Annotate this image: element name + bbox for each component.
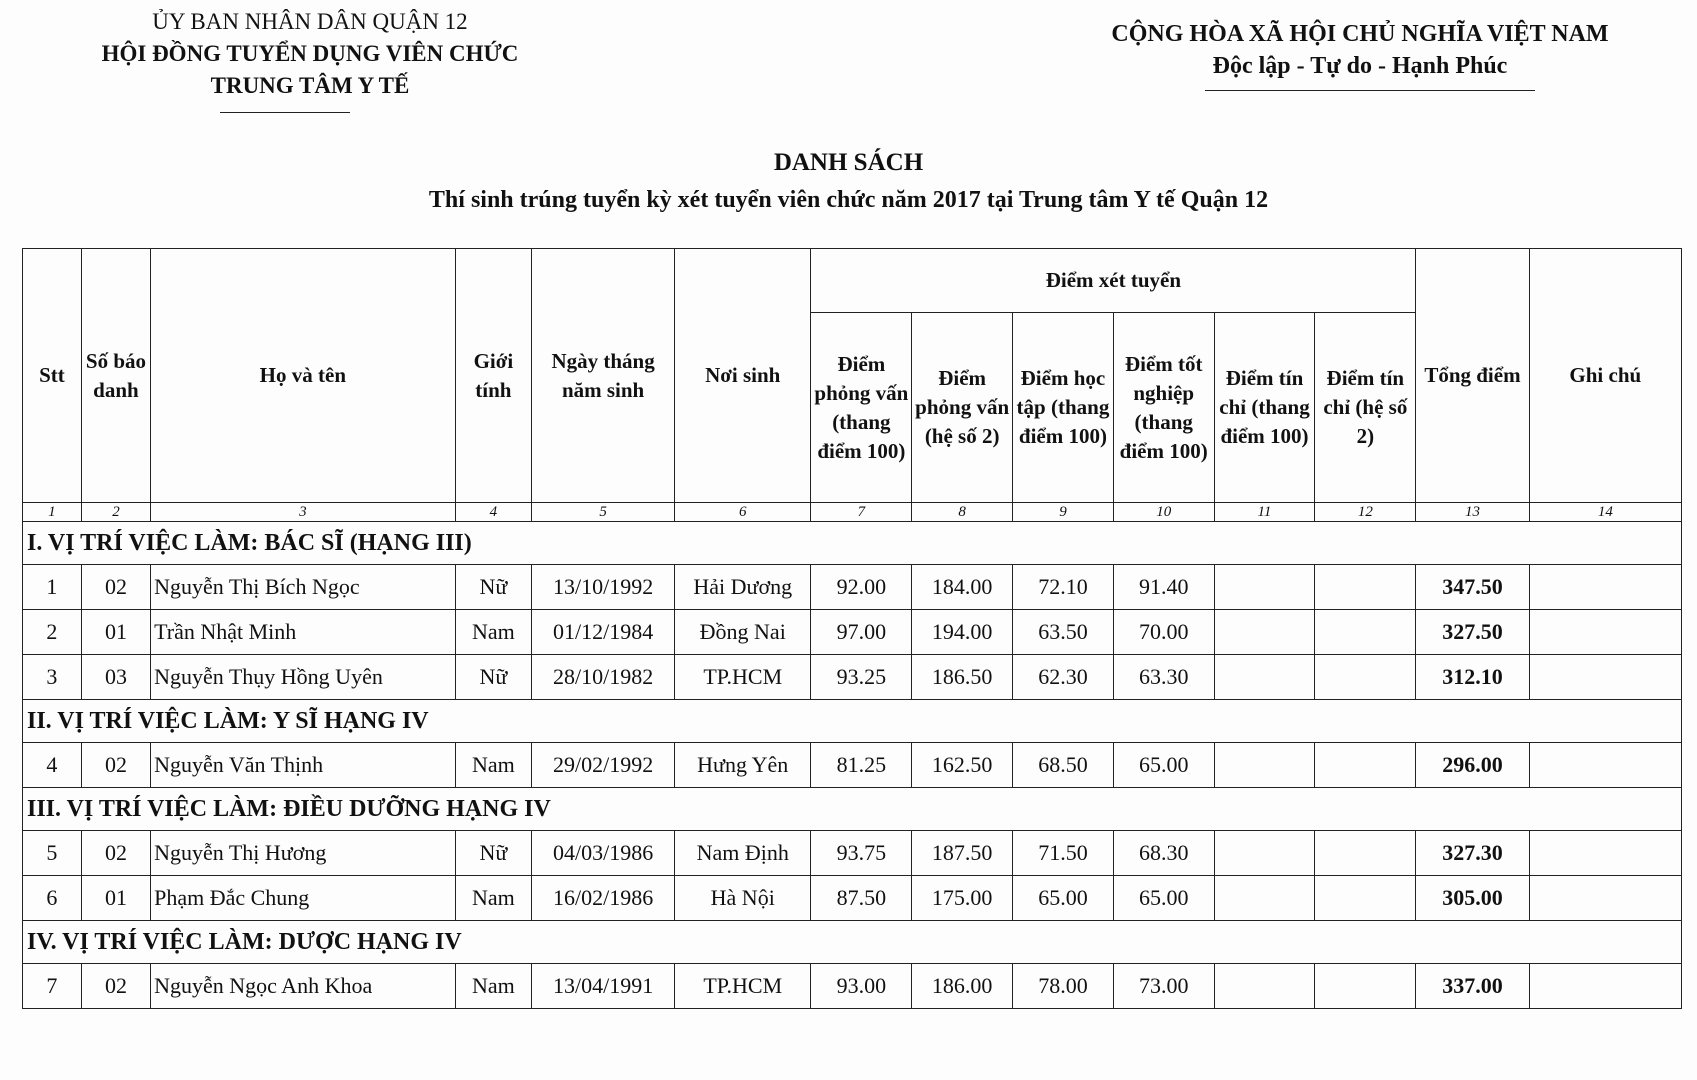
col-header-name: Họ và tên bbox=[151, 249, 455, 503]
col-header-birthplace: Nơi sinh bbox=[675, 249, 811, 503]
table-row bbox=[23, 831, 1682, 876]
row-study-score: 68.50 bbox=[1013, 743, 1114, 788]
col-number: 10 bbox=[1113, 503, 1214, 522]
col-header-credit-x2: Điểm tín chỉ (hệ số 2) bbox=[1315, 313, 1416, 503]
row-note bbox=[1529, 610, 1681, 655]
table-row bbox=[23, 655, 1682, 700]
document-title: DANH SÁCH bbox=[773, 149, 924, 176]
col-header-study: Điểm học tập (thang điểm 100) bbox=[1013, 313, 1114, 503]
row-sbd: 02 bbox=[81, 831, 150, 876]
row-full-name: Trần Nhật Minh bbox=[151, 610, 455, 655]
col-number: 12 bbox=[1315, 503, 1416, 522]
row-dob: 13/04/1991 bbox=[532, 964, 675, 1009]
row-gender: Nam bbox=[455, 876, 532, 921]
row-stt: 2 bbox=[23, 610, 82, 655]
row-dob: 01/12/1984 bbox=[532, 610, 675, 655]
column-number-row bbox=[23, 503, 1682, 522]
col-number: 8 bbox=[912, 503, 1013, 522]
row-interview-x2-score: 162.50 bbox=[912, 743, 1013, 788]
row-sbd: 03 bbox=[81, 655, 150, 700]
row-note bbox=[1529, 876, 1681, 921]
section-title: III. VỊ TRÍ VIỆC LÀM: ĐIỀU DƯỠNG HẠNG IV bbox=[23, 788, 1682, 831]
row-interview-x2-score: 194.00 bbox=[912, 610, 1013, 655]
agency-underline bbox=[220, 112, 350, 113]
col-number: 11 bbox=[1214, 503, 1315, 522]
row-full-name: Nguyễn Thụy Hồng Uyên bbox=[151, 655, 455, 700]
row-interview-score: 93.75 bbox=[811, 831, 912, 876]
col-number: 7 bbox=[811, 503, 912, 522]
row-gender: Nam bbox=[455, 743, 532, 788]
row-birthplace: TP.HCM bbox=[675, 655, 811, 700]
row-sbd: 01 bbox=[81, 610, 150, 655]
row-total-score: 327.30 bbox=[1416, 831, 1529, 876]
col-header-dob: Ngày tháng năm sinh bbox=[532, 249, 675, 503]
row-credit-score bbox=[1214, 610, 1315, 655]
row-credit-x2-score bbox=[1315, 655, 1416, 700]
section-title: II. VỊ TRÍ VIỆC LÀM: Y SĨ HẠNG IV bbox=[23, 700, 1682, 743]
section-header-row bbox=[23, 788, 1682, 831]
col-number: 3 bbox=[151, 503, 455, 522]
row-full-name: Phạm Đắc Chung bbox=[151, 876, 455, 921]
row-sbd: 02 bbox=[81, 964, 150, 1009]
row-total-score: 347.50 bbox=[1416, 565, 1529, 610]
col-number: 1 bbox=[23, 503, 82, 522]
row-graduation-score: 73.00 bbox=[1113, 964, 1214, 1009]
col-number: 6 bbox=[675, 503, 811, 522]
col-number: 14 bbox=[1529, 503, 1681, 522]
row-birthplace: Hưng Yên bbox=[675, 743, 811, 788]
row-interview-x2-score: 175.00 bbox=[912, 876, 1013, 921]
table-row bbox=[23, 610, 1682, 655]
row-interview-x2-score: 186.50 bbox=[912, 655, 1013, 700]
row-graduation-score: 70.00 bbox=[1113, 610, 1214, 655]
col-header-credit: Điểm tín chỉ (thang điểm 100) bbox=[1214, 313, 1315, 503]
row-study-score: 78.00 bbox=[1013, 964, 1114, 1009]
national-motto: Độc lập - Tự do - Hạnh Phúc bbox=[1212, 53, 1508, 79]
col-header-score-group: Điểm xét tuyển bbox=[811, 249, 1416, 313]
row-birthplace: TP.HCM bbox=[675, 964, 811, 1009]
row-gender: Nữ bbox=[455, 565, 532, 610]
row-credit-x2-score bbox=[1315, 831, 1416, 876]
col-header-stt: Stt bbox=[23, 249, 82, 503]
row-gender: Nữ bbox=[455, 831, 532, 876]
row-note bbox=[1529, 655, 1681, 700]
section-header-row bbox=[23, 921, 1682, 964]
row-dob: 13/10/1992 bbox=[532, 565, 675, 610]
row-total-score: 337.00 bbox=[1416, 964, 1529, 1009]
results-table bbox=[22, 248, 1682, 1009]
agency-line-1: ỦY BAN NHÂN DÂN QUẬN 12 bbox=[152, 9, 468, 34]
row-study-score: 65.00 bbox=[1013, 876, 1114, 921]
document-subtitle: Thí sinh trúng tuyển kỳ xét tuyển viên chức năm 2017 tại Trung tâm Y tế Quận 12 bbox=[428, 187, 1269, 213]
row-dob: 16/02/1986 bbox=[532, 876, 675, 921]
row-stt: 5 bbox=[23, 831, 82, 876]
row-interview-score: 81.25 bbox=[811, 743, 912, 788]
row-interview-score: 93.25 bbox=[811, 655, 912, 700]
row-note bbox=[1529, 565, 1681, 610]
row-study-score: 72.10 bbox=[1013, 565, 1114, 610]
row-study-score: 71.50 bbox=[1013, 831, 1114, 876]
row-credit-score bbox=[1214, 655, 1315, 700]
section-header-row bbox=[23, 522, 1682, 565]
row-credit-score bbox=[1214, 743, 1315, 788]
agency-line-3: TRUNG TÂM Y TẾ bbox=[210, 73, 410, 98]
section-title: IV. VỊ TRÍ VIỆC LÀM: DƯỢC HẠNG IV bbox=[23, 921, 1682, 964]
row-note bbox=[1529, 743, 1681, 788]
row-birthplace: Hải Dương bbox=[675, 565, 811, 610]
row-full-name: Nguyễn Ngọc Anh Khoa bbox=[151, 964, 455, 1009]
row-stt: 4 bbox=[23, 743, 82, 788]
row-credit-x2-score bbox=[1315, 743, 1416, 788]
row-note bbox=[1529, 964, 1681, 1009]
row-sbd: 02 bbox=[81, 743, 150, 788]
col-header-interview-x2: Điểm phỏng vấn (hệ số 2) bbox=[912, 313, 1013, 503]
row-gender: Nam bbox=[455, 610, 532, 655]
row-credit-x2-score bbox=[1315, 565, 1416, 610]
document-title-block bbox=[0, 145, 1697, 219]
row-interview-score: 87.50 bbox=[811, 876, 912, 921]
row-dob: 29/02/1992 bbox=[532, 743, 675, 788]
col-header-graduation: Điểm tốt nghiệp (thang điểm 100) bbox=[1113, 313, 1214, 503]
row-graduation-score: 65.00 bbox=[1113, 743, 1214, 788]
row-stt: 6 bbox=[23, 876, 82, 921]
row-gender: Nam bbox=[455, 964, 532, 1009]
row-birthplace: Đồng Nai bbox=[675, 610, 811, 655]
row-birthplace: Nam Định bbox=[675, 831, 811, 876]
table-row bbox=[23, 565, 1682, 610]
table-row bbox=[23, 743, 1682, 788]
col-number: 5 bbox=[532, 503, 675, 522]
row-interview-score: 92.00 bbox=[811, 565, 912, 610]
motto-underline bbox=[1205, 90, 1535, 91]
row-credit-score bbox=[1214, 964, 1315, 1009]
col-header-interview: Điểm phỏng vấn (thang điểm 100) bbox=[811, 313, 912, 503]
row-study-score: 62.30 bbox=[1013, 655, 1114, 700]
col-number: 2 bbox=[81, 503, 150, 522]
row-full-name: Nguyễn Văn Thịnh bbox=[151, 743, 455, 788]
row-dob: 04/03/1986 bbox=[532, 831, 675, 876]
row-credit-x2-score bbox=[1315, 964, 1416, 1009]
row-graduation-score: 65.00 bbox=[1113, 876, 1214, 921]
table-row bbox=[23, 964, 1682, 1009]
row-graduation-score: 63.30 bbox=[1113, 655, 1214, 700]
row-stt: 1 bbox=[23, 565, 82, 610]
row-full-name: Nguyễn Thị Bích Ngọc bbox=[151, 565, 455, 610]
row-interview-score: 93.00 bbox=[811, 964, 912, 1009]
agency-line-2: HỘI ĐỒNG TUYỂN DỤNG VIÊN CHỨC bbox=[101, 41, 519, 66]
row-credit-score bbox=[1214, 565, 1315, 610]
row-study-score: 63.50 bbox=[1013, 610, 1114, 655]
row-sbd: 02 bbox=[81, 565, 150, 610]
row-total-score: 327.50 bbox=[1416, 610, 1529, 655]
national-title: CỘNG HÒA XÃ HỘI CHỦ NGHĨA VIỆT NAM bbox=[1111, 21, 1609, 47]
table-row bbox=[23, 876, 1682, 921]
row-interview-x2-score: 186.00 bbox=[912, 964, 1013, 1009]
section-header-row bbox=[23, 700, 1682, 743]
row-total-score: 312.10 bbox=[1416, 655, 1529, 700]
row-graduation-score: 68.30 bbox=[1113, 831, 1214, 876]
row-sbd: 01 bbox=[81, 876, 150, 921]
row-credit-x2-score bbox=[1315, 876, 1416, 921]
col-number: 9 bbox=[1013, 503, 1114, 522]
row-interview-x2-score: 184.00 bbox=[912, 565, 1013, 610]
col-header-total: Tổng điểm bbox=[1416, 249, 1529, 503]
col-header-note: Ghi chú bbox=[1529, 249, 1681, 503]
row-credit-score bbox=[1214, 831, 1315, 876]
row-birthplace: Hà Nội bbox=[675, 876, 811, 921]
row-stt: 3 bbox=[23, 655, 82, 700]
row-credit-x2-score bbox=[1315, 610, 1416, 655]
row-total-score: 296.00 bbox=[1416, 743, 1529, 788]
row-interview-score: 97.00 bbox=[811, 610, 912, 655]
section-title: I. VỊ TRÍ VIỆC LÀM: BÁC SĨ (HẠNG III) bbox=[23, 522, 1682, 565]
col-number: 13 bbox=[1416, 503, 1529, 522]
row-interview-x2-score: 187.50 bbox=[912, 831, 1013, 876]
row-credit-score bbox=[1214, 876, 1315, 921]
col-number: 4 bbox=[455, 503, 532, 522]
row-total-score: 305.00 bbox=[1416, 876, 1529, 921]
row-full-name: Nguyễn Thị Hương bbox=[151, 831, 455, 876]
row-stt: 7 bbox=[23, 964, 82, 1009]
row-graduation-score: 91.40 bbox=[1113, 565, 1214, 610]
row-note bbox=[1529, 831, 1681, 876]
results-table-body bbox=[23, 522, 1682, 1009]
agency-header bbox=[40, 6, 580, 102]
national-header bbox=[1080, 18, 1640, 82]
row-gender: Nữ bbox=[455, 655, 532, 700]
row-dob: 28/10/1982 bbox=[532, 655, 675, 700]
col-header-gender: Giới tính bbox=[455, 249, 532, 503]
col-header-sbd: Số báo danh bbox=[81, 249, 150, 503]
